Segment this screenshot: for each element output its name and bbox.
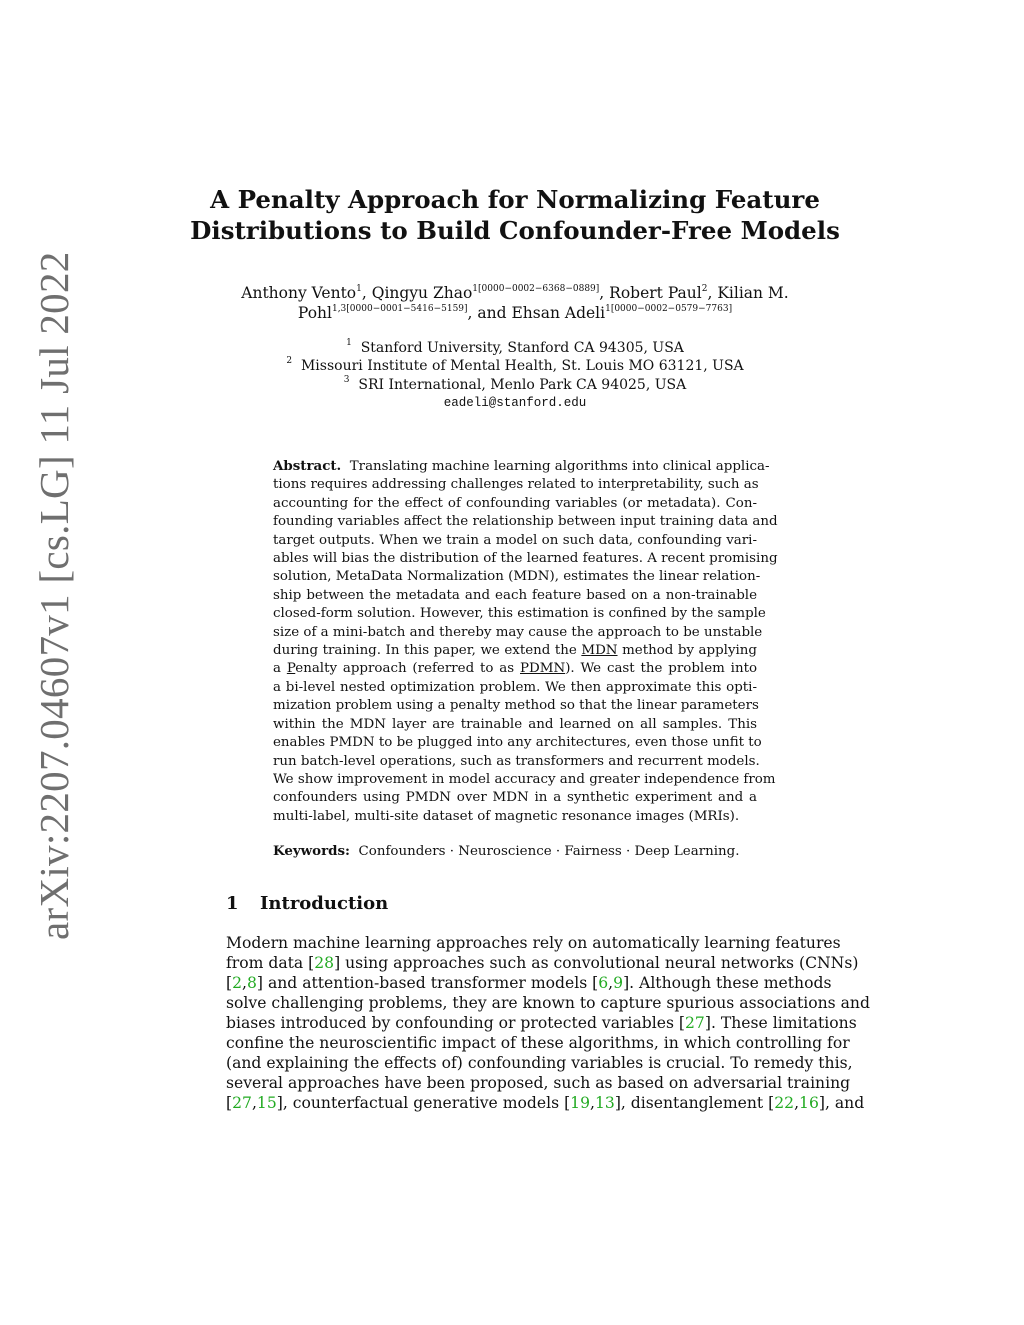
body-text: from data [	[226, 954, 315, 972]
author-name: Ehsan Adeli	[511, 304, 606, 322]
citation-link[interactable]: 15	[256, 1094, 277, 1112]
citation-link[interactable]: 27	[232, 1094, 252, 1112]
abstract-line: ables will bias the distribution of the learned features. A recent promising	[273, 551, 778, 567]
separator: ,	[599, 284, 610, 302]
author-line-2	[150, 303, 880, 323]
abstract-line: a bi-level nested optimization problem. We then approximate this opti-	[273, 679, 757, 695]
body-line: solve challenging problems, they are known to capture spurious associations and	[226, 994, 870, 1012]
body-text: ,	[242, 974, 247, 992]
body-text: ]. These limitations	[704, 1014, 857, 1032]
abstract-line: closed-form solution. However, this estimation is confined by the sample	[273, 606, 766, 622]
citation-link[interactable]: 27	[685, 1014, 705, 1032]
abstract-line: multi-label, multi-site dataset of magnetic resonance images (MRIs).	[273, 808, 740, 824]
author-affiliation-mark: 1	[356, 284, 362, 294]
body-line	[226, 953, 859, 973]
body-line: Modern machine learning approaches rely on automatically learning features	[226, 934, 841, 952]
p-underlined: P	[286, 661, 296, 677]
keywords-label: Keywords:	[273, 843, 351, 859]
title-line-1: A Penalty Approach for Normalizing Feature	[210, 185, 820, 214]
abstract-line: enables PMDN to be plugged into any architectures, even those unfit to	[273, 735, 762, 751]
abstract-text: a	[273, 661, 281, 677]
body-line: confine the neuroscientific impact of these algorithms, in which controlling for	[226, 1034, 850, 1052]
body-line: several approaches have been proposed, such as based on adversarial training	[226, 1074, 851, 1092]
author-name: Qingyu Zhao	[371, 284, 473, 302]
citation-link[interactable]: 9	[613, 974, 624, 992]
body-line	[226, 1093, 865, 1113]
separator: , and	[467, 304, 512, 322]
affiliation-text: Stanford University, Stanford CA 94305, USA	[360, 340, 684, 356]
affiliation-text: SRI International, Menlo Park CA 94025, USA	[358, 376, 687, 393]
keywords	[273, 842, 757, 861]
affiliation-3	[180, 376, 850, 394]
pdmn-underlined: PDMN	[520, 661, 566, 677]
abstract-line: confounders using PMDN over MDN in a synthetic experiment and a	[273, 790, 757, 806]
abstract-line	[273, 660, 757, 678]
citation-link[interactable]: 2	[232, 974, 243, 992]
abstract-line: ship between the metadata and each feature based on a non-trainable	[273, 587, 757, 603]
author-name-part: Kilian M.	[717, 284, 789, 302]
abstract-line: founding variables affect the relationship between input training data and	[273, 514, 778, 530]
author-name: Robert Paul	[609, 284, 702, 302]
affiliation-1	[180, 339, 850, 357]
body-text: biases introduced by confounding or protected variables [	[226, 1014, 686, 1032]
separator: ,	[707, 284, 718, 302]
body-text: [	[226, 974, 233, 992]
section-title: Introduction	[260, 893, 389, 914]
abstract-line: run batch-level operations, such as transformers and recurrent models.	[273, 753, 760, 769]
abstract-line	[273, 642, 757, 660]
abstract-line: We show improvement in model accuracy and greater independence from	[273, 771, 776, 787]
citation-link[interactable]: 13	[594, 1094, 615, 1112]
author-name-part: Pohl	[297, 304, 332, 322]
abstract-line: mization problem using a penalty method so that the linear parameters	[273, 698, 759, 714]
body-text: ] using approaches such as convolutional neural networks (CNNs)	[334, 954, 859, 972]
paper-title	[180, 184, 850, 246]
author-name: Anthony Vento	[241, 284, 357, 302]
body-text: [	[226, 1094, 233, 1112]
section-heading	[226, 893, 388, 915]
author-affiliation-mark: 2	[701, 284, 708, 294]
author-line-1	[150, 283, 880, 303]
abstract-text: enalty approach (referred to as	[295, 661, 515, 677]
body-text: ,	[251, 1094, 257, 1112]
abstract	[273, 457, 778, 826]
arxiv-identifier: arXiv:2207.04607v1 [cs.LG] 11 Jul 2022	[31, 251, 77, 940]
citation-link[interactable]: 8	[246, 974, 257, 992]
affiliation-2	[180, 357, 850, 375]
mdn-underlined: MDN	[581, 643, 618, 659]
abstract-text: Translating machine learning algorithms into clinical applica-	[349, 459, 770, 474]
abstract-line: within the MDN layer are trainable and learned on all samples. This	[273, 716, 757, 732]
affiliations	[180, 339, 850, 412]
citation-link[interactable]: 16	[799, 1094, 819, 1112]
contact-email[interactable]: eadeli@stanford.edu	[443, 395, 587, 410]
introduction-paragraph	[226, 933, 870, 1113]
body-text: ]. Although these methods	[623, 974, 832, 992]
section-number: 1	[226, 893, 239, 914]
abstract-line: solution, MetaData Normalization (MDN), estimates the linear relation-	[273, 569, 761, 585]
body-text: ,	[608, 974, 614, 992]
body-line	[226, 973, 832, 993]
author-list	[150, 283, 880, 323]
keywords-text: Confounders · Neuroscience · Fairness · Deep Learning.	[358, 844, 740, 859]
author-orcid-mark: 1[0000−0002−0579−7763]	[605, 304, 733, 314]
body-text: ], and	[818, 1094, 865, 1112]
abstract-line: accounting for the effect of confounding variables (or metadata). Con-	[273, 495, 757, 511]
citation-link[interactable]: 19	[570, 1094, 590, 1112]
citation-link[interactable]: 22	[774, 1094, 795, 1112]
abstract-text: ). We cast the problem into	[565, 661, 758, 677]
body-text: ], counterfactual generative models [	[276, 1094, 571, 1112]
affiliation-number: 2	[286, 356, 293, 367]
title-line-2: Distributions to Build Confounder-Free Models	[190, 216, 840, 245]
affiliation-number: 3	[343, 374, 350, 385]
citation-link[interactable]: 28	[314, 954, 335, 972]
author-orcid-mark: 1,3[0000−0001−5416−5159]	[331, 304, 468, 314]
body-text: ], disentanglement [	[614, 1094, 775, 1112]
abstract-line: tions requires addressing challenges related to interpretability, such as	[273, 477, 759, 493]
abstract-text: during training. In this paper, we extend the	[273, 643, 577, 659]
body-text: ,	[590, 1094, 595, 1112]
body-text: ] and attention-based transformer models [	[256, 974, 599, 992]
author-orcid-mark: 1[0000−0002−6368−0889]	[472, 284, 600, 294]
abstract-text: method by applying	[622, 643, 757, 659]
separator: ,	[361, 284, 372, 302]
affiliation-number: 1	[346, 338, 352, 348]
body-line: (and explaining the effects of) confounding variables is crucial. To remedy this,	[226, 1054, 853, 1072]
abstract-line	[273, 457, 770, 476]
abstract-label: Abstract.	[273, 458, 342, 474]
body-text: ,	[794, 1094, 800, 1112]
affiliation-text: Missouri Institute of Mental Health, St. Louis MO 63121, USA	[300, 358, 744, 375]
abstract-line: target outputs. When we train a model on such data, confounding vari-	[273, 532, 757, 548]
body-line	[226, 1013, 857, 1033]
abstract-line: size of a mini-batch and thereby may cause the approach to be unstable	[273, 624, 763, 640]
citation-link[interactable]: 6	[598, 974, 609, 992]
